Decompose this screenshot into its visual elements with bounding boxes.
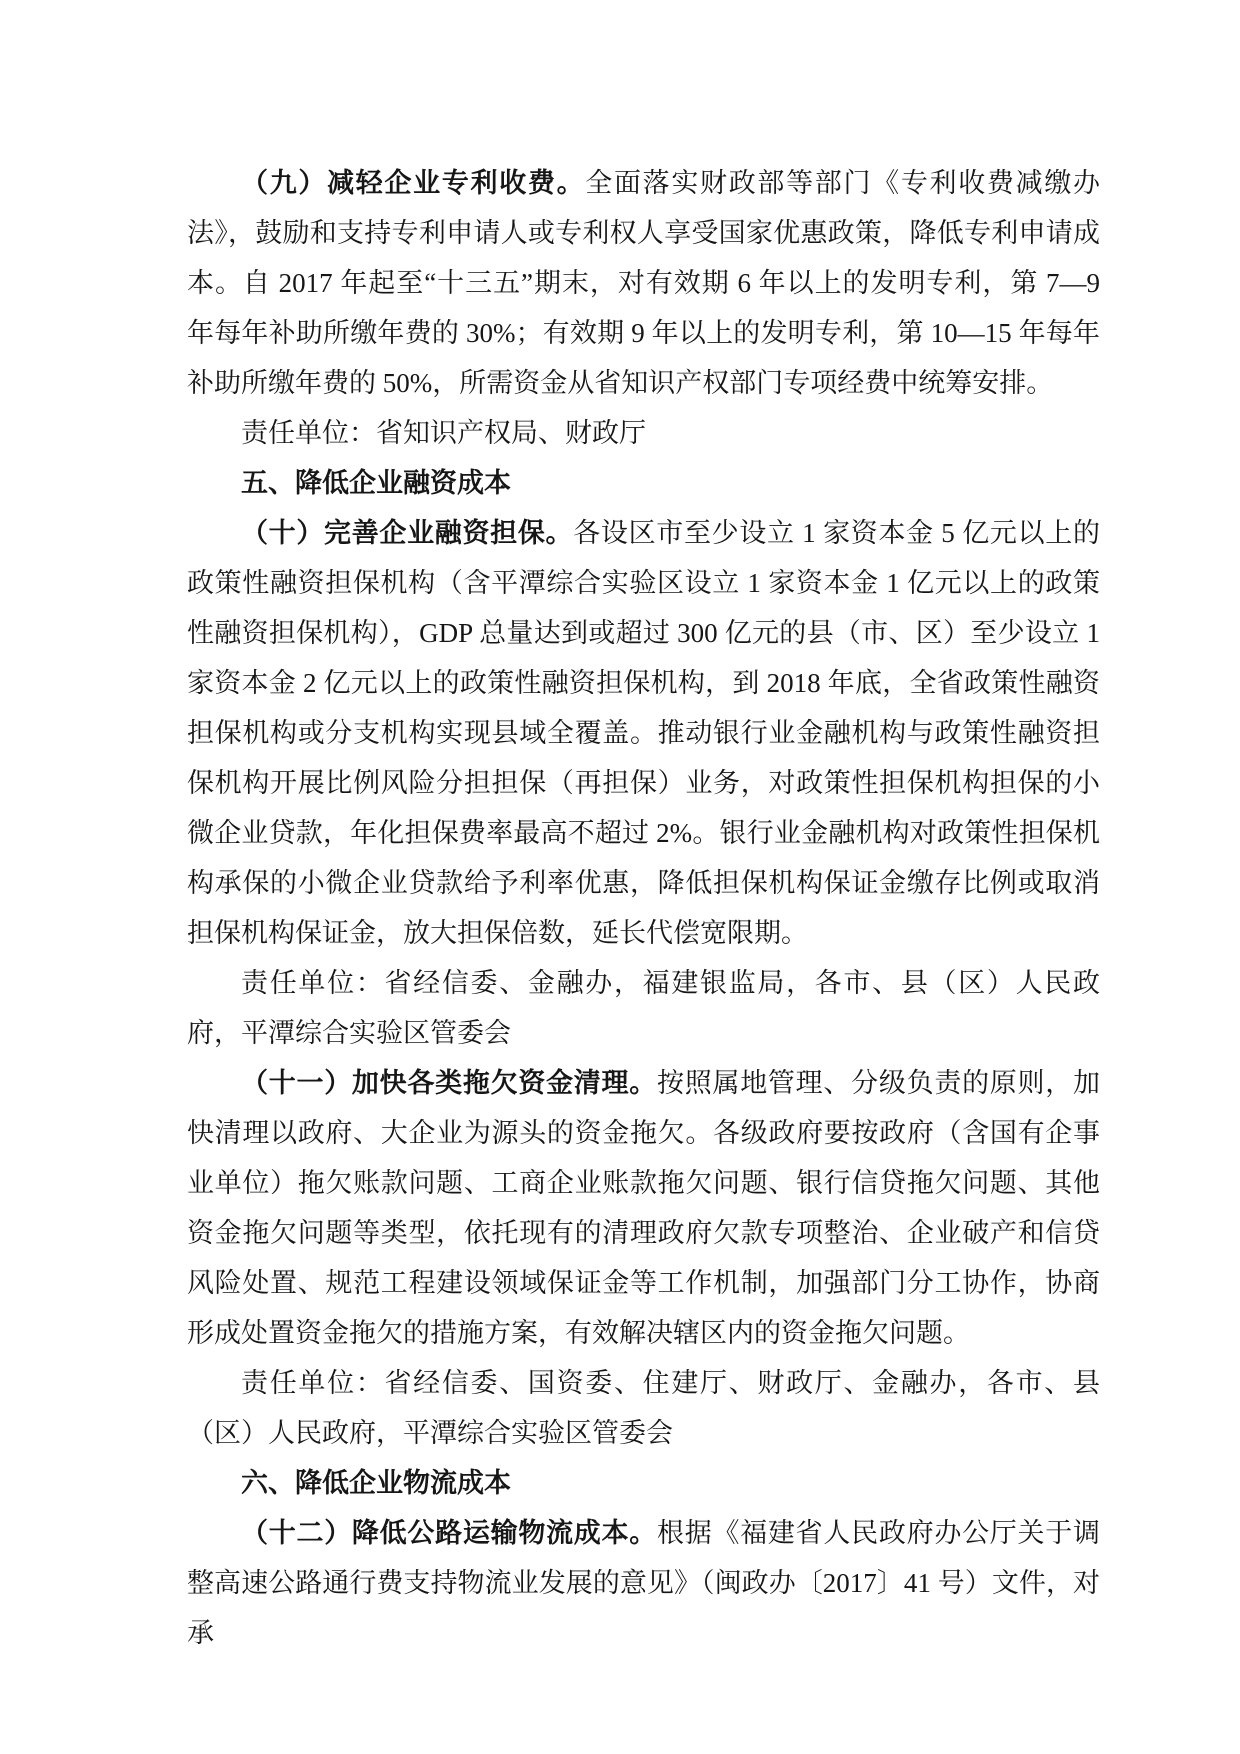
item-10-body-text: 各设区市至少设立 1 家资本金 5 亿元以上的政策性融资担保机构（含平潭综合实验区设立 1 家资本金 1 亿元以上的政策性融资担保机构），GDP 总量达到或超过 300 亿元的县（市、区）至少设立 1 家资本金 2 亿元以上的政策性融资担保机构，到 2018 年底，全省政策性融资担保机构或分支机构实现县域全覆盖。推动银行业金融机构与政策性融资担保机构开展比例风险分担担保（再担保）业务，对政策性担保机构担保的小微企业贷款，年化担保费率最高不超过 2%。银行业金融机构对政策性担保机构承保的小微企业贷款给予利率优惠，降低担保机构保证金缴存比例或取消担保机构保证金，放大担保倍数，延长代偿宽限期。 — [187, 518, 1100, 948]
responsibility-text: 责任单位：省经信委、国资委、住建厅、财政厅、金融办，各市、县（区）人民政府，平潭综合实验区管委会 — [187, 1368, 1100, 1448]
section-heading-text: 五、降低企业融资成本 — [241, 468, 511, 498]
section-heading-5 — [187, 458, 1100, 508]
section-heading-6 — [187, 1458, 1100, 1508]
responsibility-line-item-9 — [187, 408, 1100, 458]
item-12-body-text: 根据《福建省人民政府办公厅关于调整高速公路通行费支持物流业发展的意见》（闽政办〔2017〕41 号）文件，对承 — [187, 1518, 1100, 1648]
item-9-body-text: 全面落实财政部等部门《专利收费减缴办法》，鼓励和支持专利申请人或专利权人享受国家优惠政策，降低专利申请成本。自 2017 年起至“十三五”期末，对有效期 6 年以上的发明专利，第 7—9 年每年补助所缴年费的 30%；有效期 9 年以上的发明专利，第 10—15 年每年补助所缴年费的 50%，所需资金从省知识产权部门专项经费中统筹安排。 — [187, 168, 1101, 398]
item-11-body-text: 按照属地管理、分级负责的原则，加快清理以政府、大企业为源头的资金拖欠。各级政府要按政府（含国有企事业单位）拖欠账款问题、工商企业账款拖欠问题、银行信贷拖欠问题、其他资金拖欠问题等类型，依托现有的清理政府欠款专项整治、企业破产和信贷风险处置、规范工程建设领域保证金等工作机制，加强部门分工协作，协商形成处置资金拖欠的措施方案，有效解决辖区内的资金拖欠问题。 — [187, 1068, 1100, 1348]
item-10-lead-title: （十）完善企业融资担保。 — [241, 518, 574, 548]
paragraph-item-11 — [187, 1058, 1100, 1358]
responsibility-line-item-10 — [187, 958, 1100, 1058]
item-12-lead-title: （十二）降低公路运输物流成本。 — [241, 1518, 657, 1548]
section-heading-text: 六、降低企业物流成本 — [241, 1468, 511, 1498]
paragraph-item-12 — [187, 1508, 1100, 1658]
item-9-lead-title: （九）减轻企业专利收费。 — [241, 168, 586, 198]
item-11-lead-title: （十一）加快各类拖欠资金清理。 — [241, 1068, 657, 1098]
paragraph-item-9 — [187, 158, 1100, 408]
responsibility-text: 责任单位：省经信委、金融办，福建银监局，各市、县（区）人民政府，平潭综合实验区管委会 — [187, 968, 1100, 1048]
paragraph-item-10 — [187, 508, 1100, 958]
responsibility-line-item-11 — [187, 1358, 1100, 1458]
responsibility-text: 责任单位：省知识产权局、财政厅 — [241, 418, 646, 448]
